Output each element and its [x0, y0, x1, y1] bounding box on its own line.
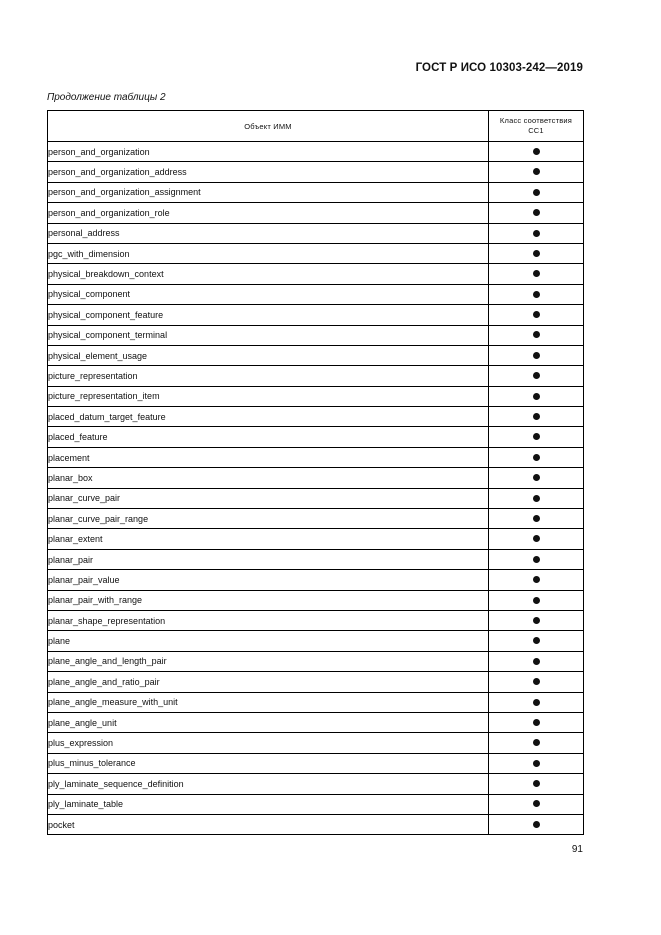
table-row: [48, 427, 584, 447]
table-row: [48, 570, 584, 590]
filled-circle-icon: [533, 291, 540, 298]
filled-circle-icon: [533, 556, 540, 563]
object-name-cell: planar_curve_pair_range: [48, 509, 489, 529]
table-row: [48, 631, 584, 651]
filled-circle-icon: [533, 311, 540, 318]
object-name-cell: ply_laminate_table: [48, 794, 489, 814]
object-name-cell: plane_angle_and_ratio_pair: [48, 672, 489, 692]
table-row: [48, 610, 584, 630]
conformance-mark-cell: [489, 712, 584, 732]
filled-circle-icon: [533, 576, 540, 583]
table-body: [48, 142, 584, 835]
table-row: [48, 407, 584, 427]
object-name-cell: physical_component: [48, 284, 489, 304]
table-row: [48, 529, 584, 549]
conformance-mark-cell: [489, 631, 584, 651]
filled-circle-icon: [533, 719, 540, 726]
filled-circle-icon: [533, 250, 540, 257]
table-row: [48, 325, 584, 345]
conformance-mark-cell: [489, 651, 584, 671]
table-row: [48, 264, 584, 284]
table-row: [48, 590, 584, 610]
conformance-mark-cell: [489, 672, 584, 692]
conformance-mark-cell: [489, 590, 584, 610]
conformance-mark-cell: [489, 733, 584, 753]
conformance-mark-cell: [489, 305, 584, 325]
object-name-cell: picture_representation: [48, 366, 489, 386]
table-row: [48, 366, 584, 386]
object-name-cell: planar_extent: [48, 529, 489, 549]
conformance-mark-cell: [489, 447, 584, 467]
object-name-cell: planar_box: [48, 468, 489, 488]
document-header: ГОСТ Р ИСО 10303-242—2019: [415, 62, 583, 74]
object-name-cell: plane_angle_unit: [48, 712, 489, 732]
conformance-mark-cell: [489, 488, 584, 508]
table-row: [48, 753, 584, 773]
object-name-cell: physical_component_feature: [48, 305, 489, 325]
object-name-cell: person_and_organization_assignment: [48, 182, 489, 202]
conformance-mark-cell: [489, 203, 584, 223]
column-header-object: Объект ИММ: [48, 111, 489, 142]
object-name-cell: person_and_organization_address: [48, 162, 489, 182]
table-row: [48, 509, 584, 529]
conformance-mark-cell: [489, 427, 584, 447]
table-row: [48, 692, 584, 712]
table-row: [48, 243, 584, 263]
conformance-mark-cell: [489, 610, 584, 630]
table-row: [48, 733, 584, 753]
filled-circle-icon: [533, 495, 540, 502]
table-row: [48, 223, 584, 243]
conformance-mark-cell: [489, 162, 584, 182]
conformance-mark-cell: [489, 753, 584, 773]
object-name-cell: person_and_organization: [48, 142, 489, 162]
filled-circle-icon: [533, 413, 540, 420]
table-row: [48, 305, 584, 325]
object-name-cell: planar_curve_pair: [48, 488, 489, 508]
table-header-row: [48, 111, 584, 142]
object-name-cell: placed_datum_target_feature: [48, 407, 489, 427]
object-name-cell: planar_shape_representation: [48, 610, 489, 630]
filled-circle-icon: [533, 148, 540, 155]
conformance-mark-cell: [489, 243, 584, 263]
filled-circle-icon: [533, 760, 540, 767]
conformance-mark-cell: [489, 549, 584, 569]
column-header-class-code: CC1: [528, 126, 544, 135]
filled-circle-icon: [533, 331, 540, 338]
table-row: [48, 549, 584, 569]
conformance-mark-cell: [489, 182, 584, 202]
conformance-mark-cell: [489, 386, 584, 406]
filled-circle-icon: [533, 168, 540, 175]
table-row: [48, 447, 584, 467]
conformance-mark-cell: [489, 509, 584, 529]
table-row: [48, 712, 584, 732]
conformance-mark-cell: [489, 325, 584, 345]
object-name-cell: placed_feature: [48, 427, 489, 447]
table-row: [48, 468, 584, 488]
conformance-table: [47, 110, 584, 835]
object-name-cell: physical_breakdown_context: [48, 264, 489, 284]
object-name-cell: plus_minus_tolerance: [48, 753, 489, 773]
filled-circle-icon: [533, 597, 540, 604]
filled-circle-icon: [533, 270, 540, 277]
filled-circle-icon: [533, 189, 540, 196]
table-row: [48, 182, 584, 202]
filled-circle-icon: [533, 617, 540, 624]
conformance-mark-cell: [489, 794, 584, 814]
conformance-mark-cell: [489, 142, 584, 162]
conformance-mark-cell: [489, 345, 584, 365]
object-name-cell: personal_address: [48, 223, 489, 243]
conformance-mark-cell: [489, 284, 584, 304]
table-row: [48, 672, 584, 692]
object-name-cell: ply_laminate_sequence_definition: [48, 774, 489, 794]
table-row: [48, 488, 584, 508]
table-row: [48, 814, 584, 834]
object-name-cell: physical_element_usage: [48, 345, 489, 365]
filled-circle-icon: [533, 678, 540, 685]
filled-circle-icon: [533, 821, 540, 828]
object-name-cell: plane_angle_and_length_pair: [48, 651, 489, 671]
object-name-cell: pgc_with_dimension: [48, 243, 489, 263]
object-name-cell: plus_expression: [48, 733, 489, 753]
object-name-cell: picture_representation_item: [48, 386, 489, 406]
object-name-cell: person_and_organization_role: [48, 203, 489, 223]
filled-circle-icon: [533, 474, 540, 481]
column-header-conformance-class: [489, 111, 584, 142]
object-name-cell: plane_angle_measure_with_unit: [48, 692, 489, 712]
table-row: [48, 386, 584, 406]
filled-circle-icon: [533, 352, 540, 359]
conformance-mark-cell: [489, 468, 584, 488]
filled-circle-icon: [533, 658, 540, 665]
filled-circle-icon: [533, 393, 540, 400]
table-row: [48, 794, 584, 814]
object-name-cell: physical_component_terminal: [48, 325, 489, 345]
filled-circle-icon: [533, 637, 540, 644]
object-name-cell: placement: [48, 447, 489, 467]
filled-circle-icon: [533, 372, 540, 379]
table-row: [48, 142, 584, 162]
filled-circle-icon: [533, 739, 540, 746]
object-name-cell: planar_pair_value: [48, 570, 489, 590]
filled-circle-icon: [533, 535, 540, 542]
conformance-mark-cell: [489, 814, 584, 834]
conformance-mark-cell: [489, 223, 584, 243]
conformance-mark-cell: [489, 264, 584, 284]
column-header-class-label: Класс соответствия: [499, 116, 573, 125]
filled-circle-icon: [533, 800, 540, 807]
object-name-cell: planar_pair: [48, 549, 489, 569]
filled-circle-icon: [533, 515, 540, 522]
conformance-mark-cell: [489, 529, 584, 549]
filled-circle-icon: [533, 230, 540, 237]
object-name-cell: pocket: [48, 814, 489, 834]
conformance-mark-cell: [489, 570, 584, 590]
conformance-mark-cell: [489, 407, 584, 427]
conformance-mark-cell: [489, 692, 584, 712]
table-row: [48, 203, 584, 223]
table-row: [48, 162, 584, 182]
filled-circle-icon: [533, 209, 540, 216]
filled-circle-icon: [533, 699, 540, 706]
object-name-cell: plane: [48, 631, 489, 651]
filled-circle-icon: [533, 454, 540, 461]
table-row: [48, 651, 584, 671]
table-row: [48, 284, 584, 304]
conformance-mark-cell: [489, 774, 584, 794]
filled-circle-icon: [533, 433, 540, 440]
table-row: [48, 774, 584, 794]
object-name-cell: planar_pair_with_range: [48, 590, 489, 610]
conformance-mark-cell: [489, 366, 584, 386]
table-row: [48, 345, 584, 365]
filled-circle-icon: [533, 780, 540, 787]
table-caption: Продолжение таблицы 2: [47, 92, 166, 103]
page-number: 91: [571, 844, 583, 855]
